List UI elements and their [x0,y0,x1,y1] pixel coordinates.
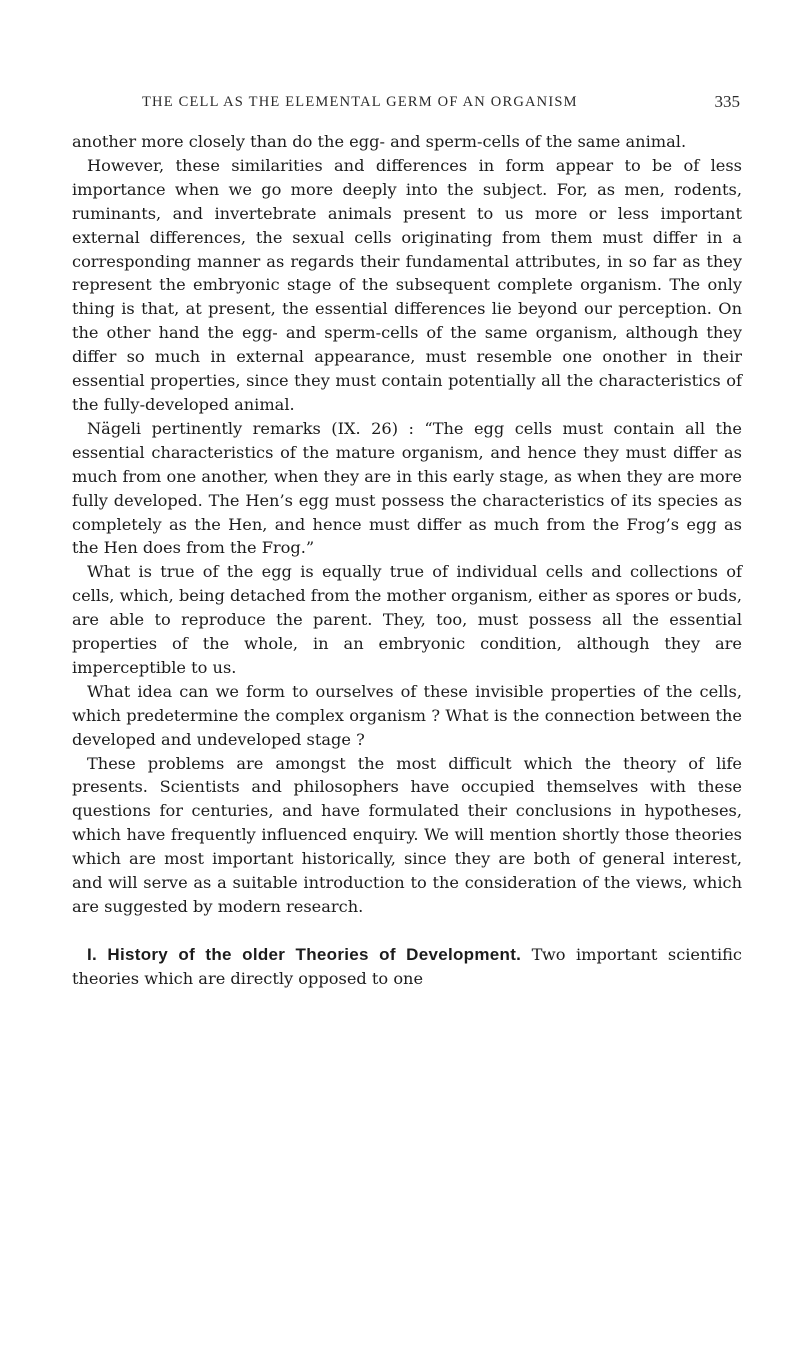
page-number: 335 [714,92,740,111]
paragraph-continuation: another more closely than do the egg- and sperm-cells of the same animal. [72,132,687,151]
section-heading: I. History of the older Theories of Development. [87,944,522,964]
paragraph: What idea can we form to ourselves of these invisible properties of the cells, which predetermine the complex organism ? What is the connection between the developed and undeveloped stage ? [72,681,742,749]
section-text: Two important scientific theories which are directly opposed to one [72,944,742,988]
section-spacer [72,919,742,943]
paragraph: What is true of the egg is equally true of individual cells and collections of cells, which, being detached from the mother organism, either as spores or buds, are able to reproduce the parent. They, too, must possess all the essential properties of the whole, in an embryonic condition, although they are imperceptible to us. [72,562,742,677]
running-header [118,94,740,114]
paragraph: These problems are amongst the most difficult which the theory of life presents. Scientists and philosophers have occupied themselves with these questions for centuries, and have formulated their conclusions in hypotheses, which have frequently influenced enquiry. We will mention shortly those theories which are most important historically, since they are both of general interest, and will serve as a suitable introduction to the consideration of the views, which are suggested by modern research. [72,753,742,916]
running-title: THE CELL AS THE ELEMENTAL GERM OF AN ORGANISM [142,94,578,110]
paragraph-quote: Nägeli pertinently remarks (IX. 26) : “The egg cells must contain all the essential characteristics of the mature organism, and hence they must differ as much from one another, when they are in this early stage, as when they are more fully developed. The Hen’s egg must possess the characteristics of its species as completely as the Hen, and hence must differ as much from the Frog’s egg as the Hen does from the Frog.” [72,418,742,558]
body-text [72,130,742,991]
section-paragraph [72,943,742,991]
paragraph: However, these similarities and differences in form appear to be of less importance when we go more deeply into the subject. For, as men, rodents, ruminants, and invertebrate animals present to us more or less important external differences, the sexual cells originating from them must differ in a corresponding manner as regards their fundamental attributes, in so far as they represent the embryonic stage of the subsequent complete organism. The only thing is that, at present, the essential differences lie beyond our perception. On the other hand the egg- and sperm-cells of the same organism, although they differ so much in external appearance, must resemble one onother in their essential properties, since they must contain potentially all the characteristics of the fully-developed animal. [72,155,742,414]
